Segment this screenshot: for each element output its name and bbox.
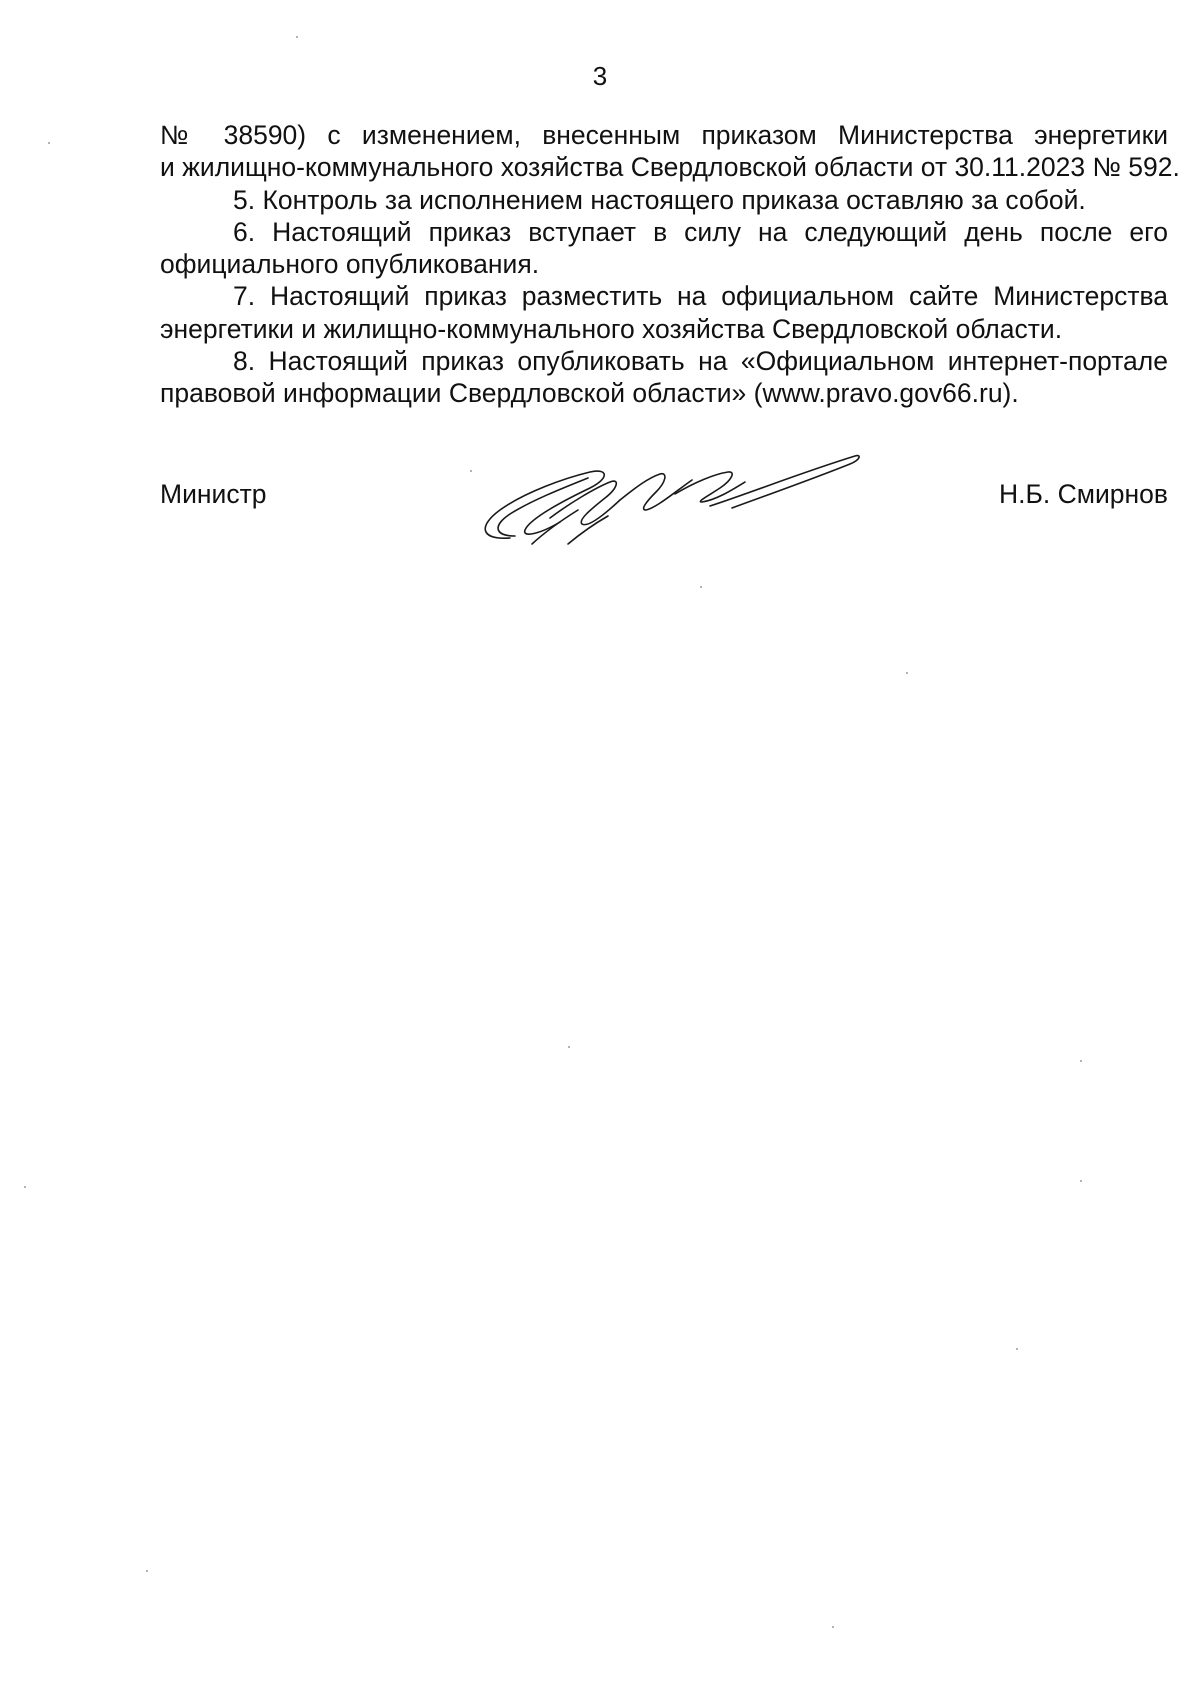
paragraph-6: 6. Настоящий приказ вступает в силу на следующий день после его — [233, 216, 1168, 247]
scan-speck — [832, 1626, 834, 1628]
scan-speck — [24, 1186, 26, 1188]
document-body — [160, 119, 1180, 410]
scan-speck — [1080, 1180, 1082, 1182]
text-line: энергетики и жилищно-коммунального хозяйства Свердловской области. — [160, 313, 1063, 344]
scan-speck — [906, 672, 908, 674]
scan-speck — [48, 142, 50, 144]
text-line: и жилищно-коммунального хозяйства Свердловской области от 30.11.2023 № 592. — [160, 152, 1180, 183]
paragraph-5: 5. Контроль за исполнением настоящего приказа оставляю за собой. — [233, 184, 1086, 215]
text-line: правовой информации Свердловской области» (www.pravo.gov66.ru). — [160, 378, 1019, 409]
scan-speck — [146, 1570, 148, 1572]
scan-speck — [296, 36, 298, 38]
scan-speck — [470, 470, 472, 472]
scan-speck — [568, 1046, 570, 1048]
paragraph-8: 8. Настоящий приказ опубликовать на «Официальном интернет-портале — [233, 346, 1168, 377]
signer-name: Н.Б. Смирнов — [999, 479, 1168, 509]
handwritten-signature — [470, 448, 870, 548]
signer-title: Министр — [160, 479, 267, 509]
scan-speck — [1016, 1348, 1018, 1350]
paragraph-7: 7. Настоящий приказ разместить на официальном сайте Министерства — [233, 281, 1168, 312]
text-line: официального опубликования. — [160, 249, 540, 280]
scan-speck — [700, 586, 702, 588]
text-line: № 38590) с изменением, внесенным приказом Министерства энергетики — [160, 120, 1168, 150]
scan-speck — [1080, 1060, 1082, 1062]
page-number: 3 — [592, 61, 608, 91]
